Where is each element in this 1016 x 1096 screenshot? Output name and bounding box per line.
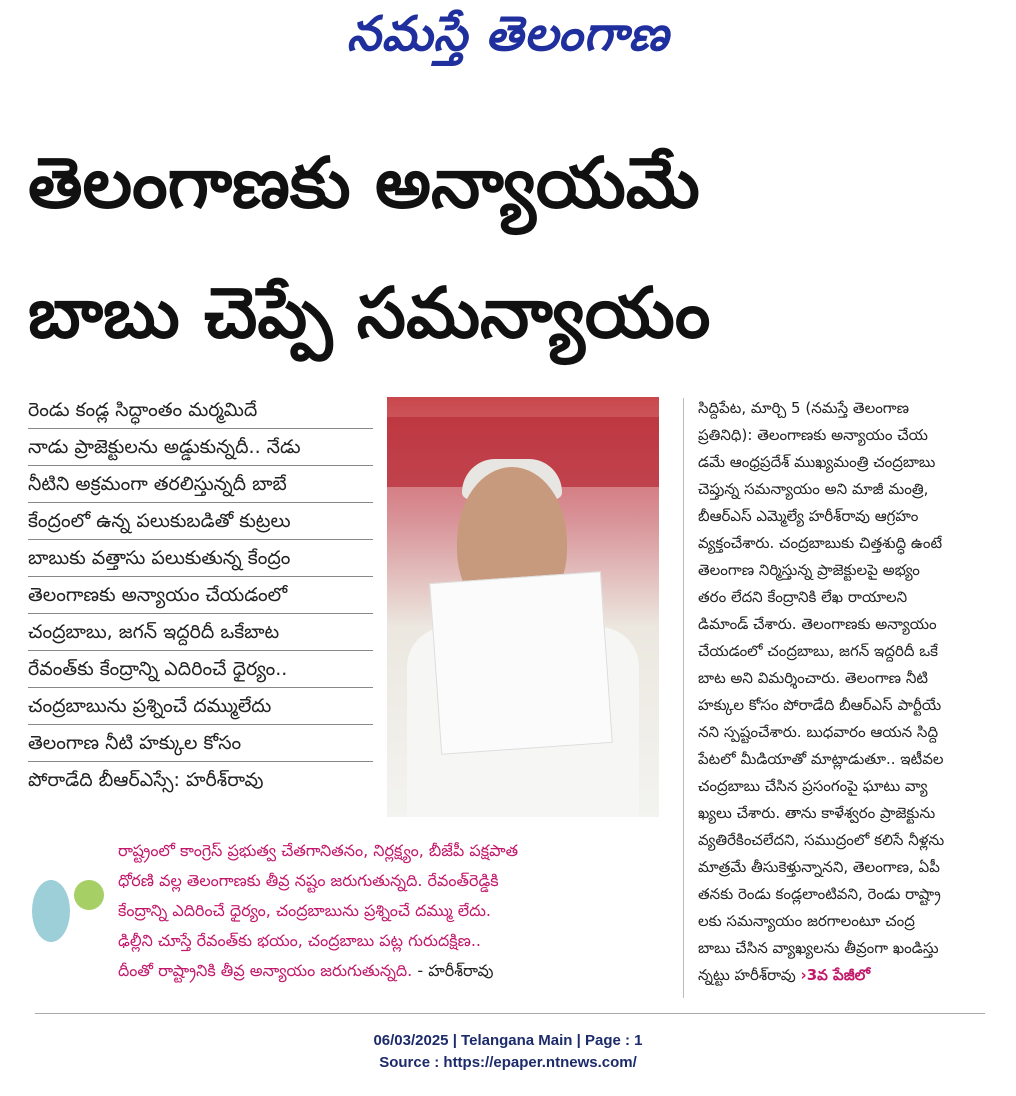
pull-quote-attribution: - హరీశ్‌రావు (417, 961, 494, 980)
body-line: హక్కుల కోసం పోరాడేది బీఆర్ఎస్ పార్టీయే (698, 696, 942, 714)
quote-mark-right (74, 880, 104, 910)
subheading-line: పోరాడేది బీఆర్ఎస్సే: హరీశ్‌రావు (28, 769, 264, 791)
body-line: పేటలో మీడియాతో మాట్లాడుతూ.. ఇటీవల (698, 750, 944, 768)
subheading-line: తెలంగాణ నీటి హక్కుల కోసం (28, 725, 373, 762)
masthead (0, 0, 1016, 82)
pull-quote-line-last (118, 956, 678, 986)
subheading-line: నీటిని అక్రమంగా తరలిస్తున్నదీ బాబే (28, 466, 373, 503)
body-line: సిద్దిపేట, మార్చి 5 (నమస్తే తెలంగాణ (698, 399, 910, 417)
pull-quote (118, 836, 678, 986)
footer-source-link[interactable]: Source : https://epaper.ntnews.com/ (379, 1054, 637, 1071)
subheading-line: రేవంత్‌కు కేంద్రాన్ని ఎదిరించే ధైర్యం.. (28, 651, 373, 688)
body-line: వ్యక్తంచేశారు. చంద్రబాబుకు చిత్తశుద్ధి ఉంటే (698, 534, 943, 552)
body-line: బీఆర్ఎస్ ఎమ్మెల్యే హరీశ్‌రావు ఆగ్రహం (698, 507, 919, 525)
body-line: బాట అని విమర్శించారు. తెలంగాణ నీటి (698, 669, 928, 687)
body-line: తెలంగాణ నిర్మిస్తున్న ప్రాజెక్టులపై అభ్యం (698, 561, 920, 579)
headline-line-2: బాబు చెప్పే సమన్యాయం (28, 272, 711, 354)
body-line: మాత్రమే తీసుకెళ్తున్నానని, తెలంగాణ, ఏపీ (698, 858, 940, 876)
news-photo (387, 397, 659, 817)
subheadings-column (28, 392, 373, 798)
body-line: డిమాండ్ చేశారు. తెలంగాణకు అన్యాయం (698, 615, 937, 633)
subheading-line: రెండు కండ్ల సిద్ధాంతం మర్మమిదే (28, 392, 373, 429)
body-line: డమే ఆంధ్రప్రదేశ్ ముఖ్యమంత్రి చంద్రబాబు (698, 453, 936, 471)
subheading-line: తెలంగాణకు అన్యాయం చేయడంలో (28, 577, 373, 614)
body-line-text: న్నట్టు హరీశ్‌రావు (698, 966, 796, 984)
footer-edition-info: 06/03/2025 | Telangana Main | Page : 1 (373, 1032, 643, 1049)
continued-page-label: 3వ పేజీలో (806, 966, 871, 984)
pull-quote-line: కేంద్రాన్ని ఎదిరించే ధైర్యం, చంద్రబాబును ప్రశ్నించే దమ్ము లేదు. (118, 901, 491, 920)
pull-quote-text: దీంతో రాష్ట్రానికి తీవ్ర అన్యాయం జరుగుతున్నది. (118, 961, 413, 980)
subheading-line: కేంద్రంలో ఉన్న పలుకుబడితో కుట్రలు (28, 503, 373, 540)
masthead-logo: నమస్తే తెలంగాణ (346, 6, 670, 62)
pull-quote-line: ధోరణి వల్ల తెలంగాణకు తీవ్ర నష్టం జరుగుతున్నది. రేవంత్‌రెడ్డికి (118, 871, 499, 890)
body-line: చంద్రబాబు చేసిన ప్రసంగంపై ఘాటు వ్యా (698, 777, 928, 795)
body-line: బాబు చేసిన వ్యాఖ్యలను తీవ్రంగా ఖండిస్తు (698, 939, 939, 957)
body-line: ఖ్యలు చేశారు. తాను కాళేశ్వరం ప్రాజెక్టును (698, 804, 936, 822)
body-line-last (698, 962, 978, 989)
continued-page-marker[interactable]: ›3వ పేజీలో (800, 966, 871, 984)
body-line: తనకు రెండు కండ్లలాంటివని, రెండు రాష్ట్రా (698, 885, 941, 903)
subheading-line: బాబుకు వత్తాసు పలుకుతున్న కేంద్రం (28, 540, 373, 577)
body-line: లకు సమన్యాయం జరగాలంటూ చంద్ర (698, 912, 915, 930)
quote-mark-left (32, 880, 70, 942)
pull-quote-line: రాష్ట్రంలో కాంగ్రెస్ ప్రభుత్వ చేతగానితనం, నిర్లక్ష్యం, బీజేపీ పక్షపాత (118, 841, 519, 860)
body-line: చెప్తున్న సమన్యాయం అని మాజీ మంత్రి, (698, 480, 929, 498)
pull-quote-line: ఢిల్లీని చూస్తే రేవంత్‌కు భయం, చంద్రబాబు పట్ల గురుదక్షిణ.. (118, 931, 482, 950)
photo-held-document (429, 571, 613, 755)
subheading-line: చంద్రబాబు, జగన్ ఇద్దరిదీ ఒకేబాట (28, 614, 373, 651)
column-divider (683, 398, 684, 998)
quote-mark-icon (32, 880, 102, 950)
body-line: చేయడంలో చంద్రబాబు, జగన్ ఇద్దరిదీ ఒకే (698, 642, 939, 660)
subheading-line: నాడు ప్రాజెక్టులను అడ్డుకున్నదీ.. నేడు (28, 429, 373, 466)
footer (0, 1030, 1016, 1074)
footer-divider (35, 1013, 985, 1014)
body-line: వ్యతిరేకించలేదని, సముద్రంలో కలిసే నీళ్లను (698, 831, 945, 849)
headline-line-1: తెలంగాణకు అన్యాయమే (28, 142, 700, 224)
body-line: నని స్పష్టంచేశారు. బుధవారం ఆయన సిద్ది (698, 723, 939, 741)
body-line: ప్రతినిధి): తెలంగాణకు అన్యాయం చేయ (698, 426, 928, 444)
body-line: తరం లేదని కేంద్రానికి లేఖ రాయాలని (698, 588, 908, 606)
subheading-line: చంద్రబాబును ప్రశ్నించే దమ్ములేదు (28, 688, 373, 725)
article-body-column (698, 395, 978, 989)
